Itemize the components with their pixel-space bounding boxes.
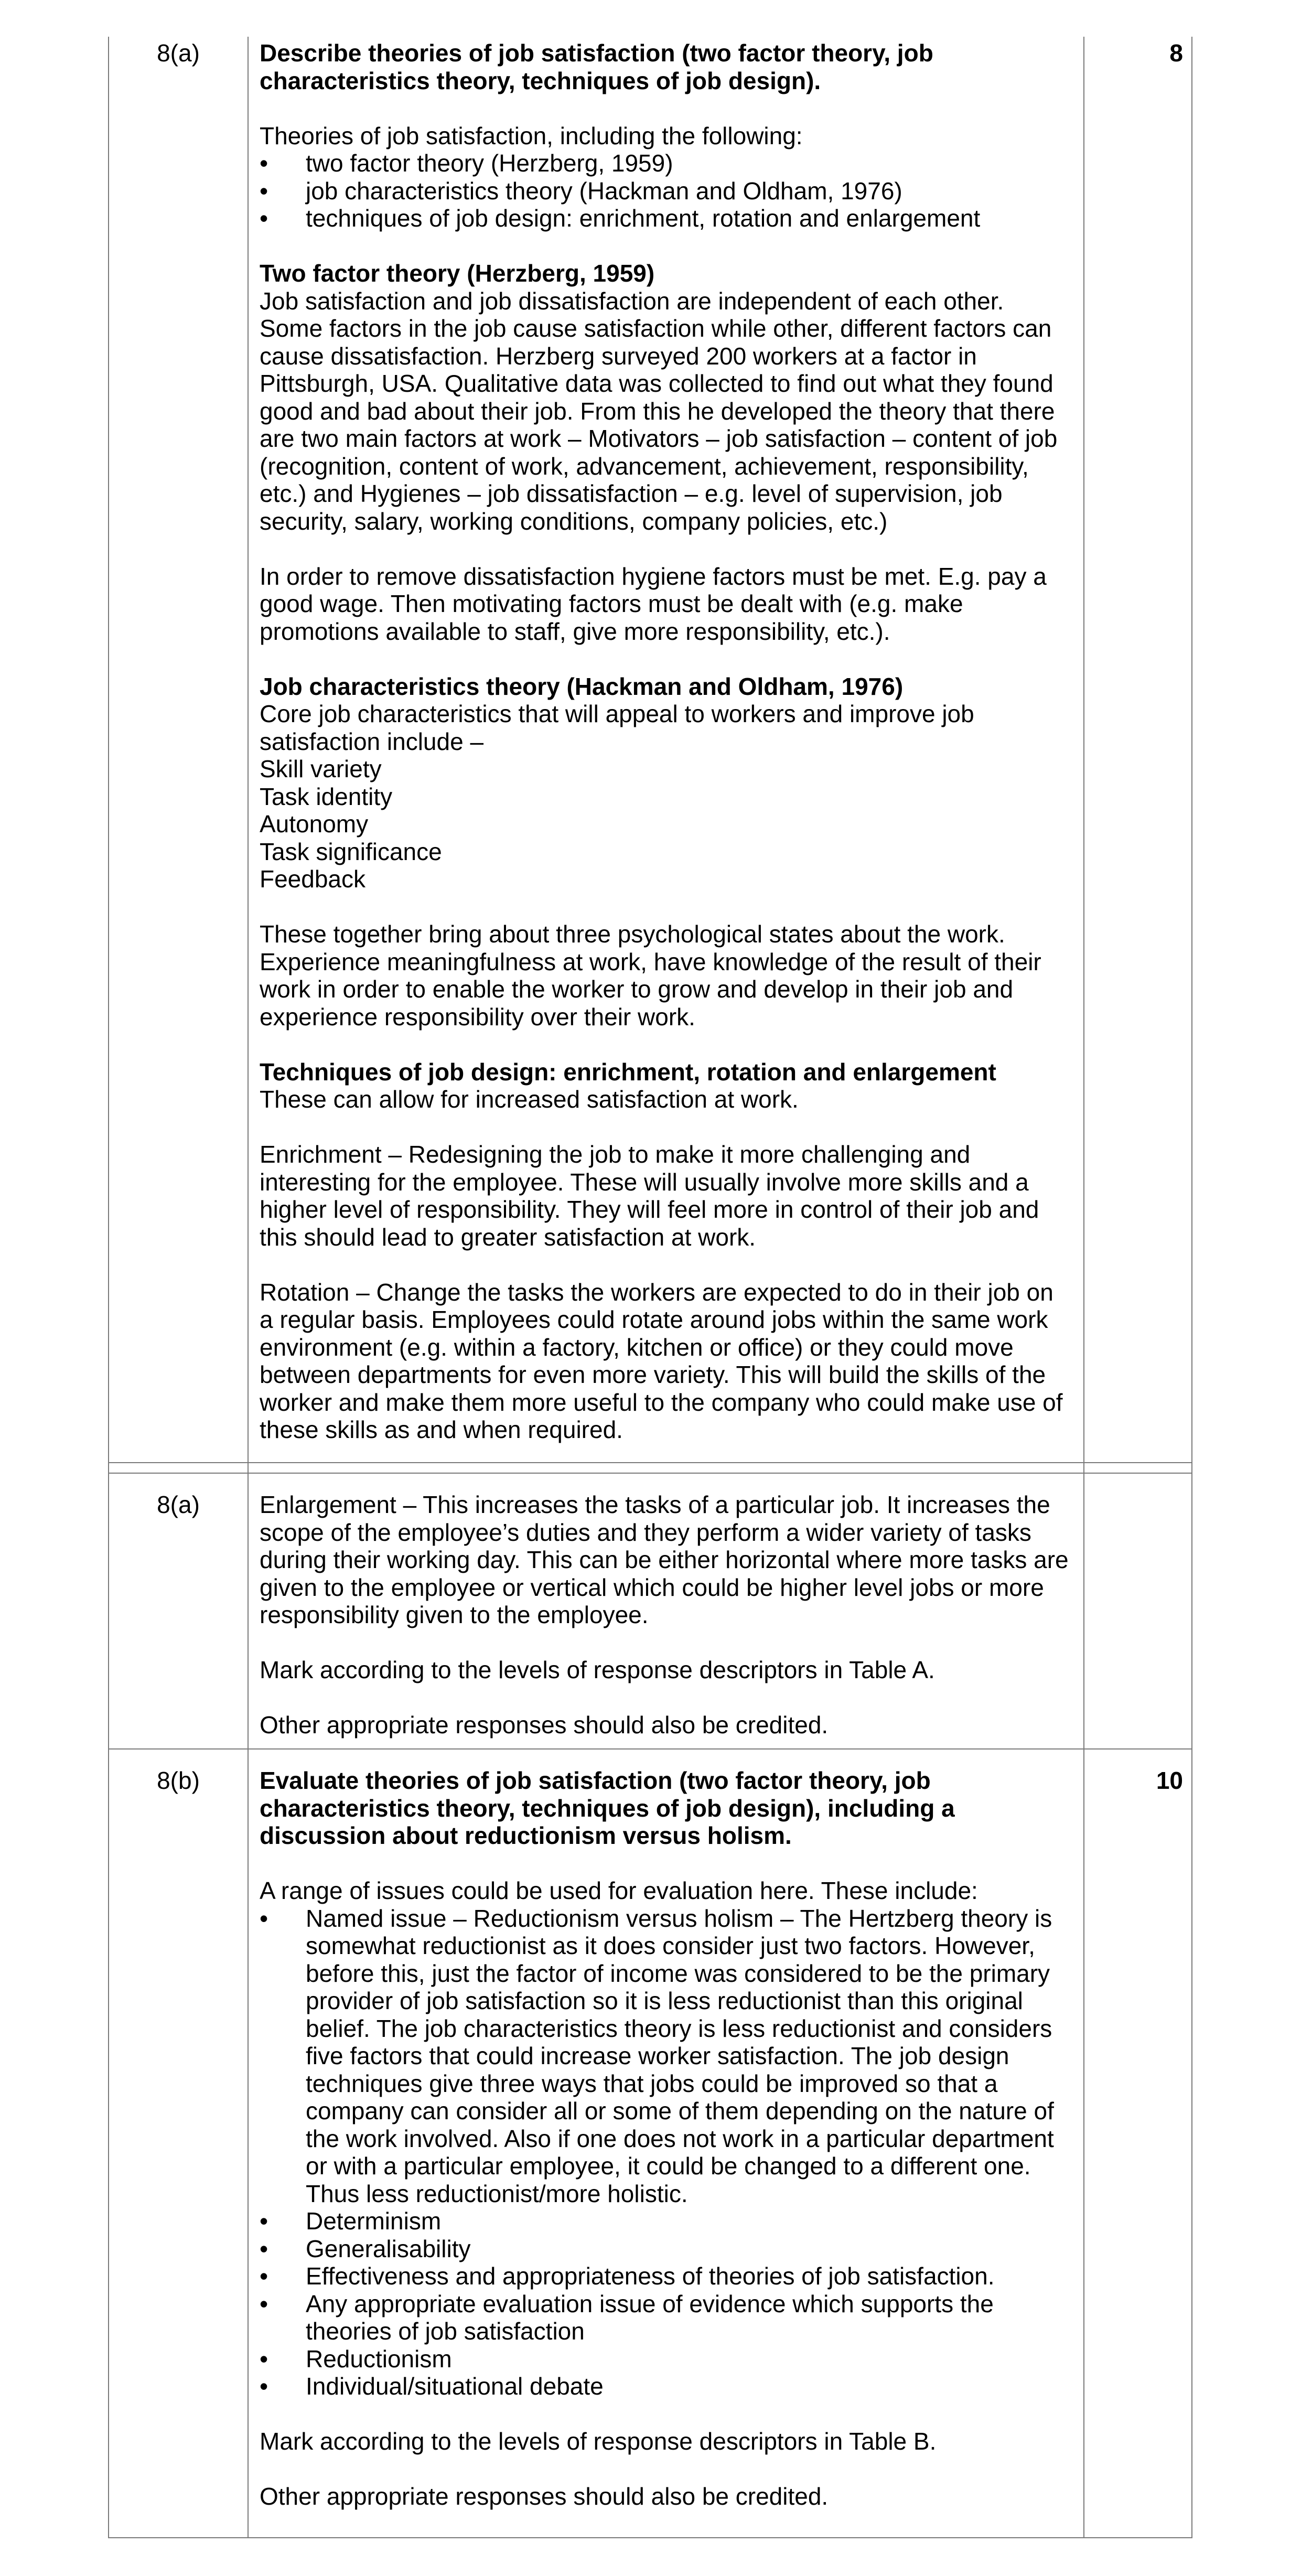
section-heading-two-factor: Two factor theory (Herzberg, 1959) xyxy=(260,260,655,287)
list-item: • Named issue – Reductionism versus holism – The Hertzberg theory is somewhat reductionist as it does consider just two factors. However, before this, just the factor of income was considered to be the primary provider of job satisfaction so it is less reductionist than this original belief. The job characteristics theory is less reductionist and considers five factors that could increase worker satisfaction. The job design techniques give three ways that jobs could be improved so that a company can consider all or some of them depending on the nature of the work involved. Also if one does not work in a particular department or with a particular employee, it could be changed to a different one. Thus less reductionist/more holistic. xyxy=(260,1905,1072,2208)
answer-content-8a-continued xyxy=(260,1491,1072,1739)
characteristic-item: Feedback xyxy=(260,865,366,893)
marks-value: 10 xyxy=(1156,1767,1183,1794)
table-border-left xyxy=(108,37,109,2538)
list-item: • Any appropriate evaluation issue of evidence which supports the theories of job satisfaction xyxy=(260,2290,1072,2345)
paragraph: In order to remove dissatisfaction hygiene factors must be met. E.g. pay a good wage. Then motivating factors must be dealt with (e.g. make promotions available to staff, give more responsibility, etc.). xyxy=(260,562,1047,645)
list-item: • Individual/situational debate xyxy=(260,2373,1072,2400)
question-heading: Describe theories of job satisfaction (two factor theory, job characteristics theory, techniques of job design). xyxy=(260,39,933,94)
table-border-right xyxy=(1191,37,1192,2538)
answer-content-8a xyxy=(260,39,1072,1444)
marking-instruction: Mark according to the levels of response descriptors in Table A. xyxy=(260,1656,935,1683)
characteristic-item: Autonomy xyxy=(260,810,369,838)
question-number: 8(a) xyxy=(157,1491,200,1518)
list-item: • Reductionism xyxy=(260,2345,1072,2373)
column-divider-1 xyxy=(248,37,249,2538)
paragraph: Rotation – Change the tasks the workers are expected to do in their job on a regular basis. Employees could rotate around jobs within the same work environment (e.g. within a factory, kitchen or office) or they could move between departments for even more variety. This will build the skills of the worker and make them more useful to the company who could make use of these skills as and when required. xyxy=(260,1278,1063,1443)
table-border-bottom xyxy=(108,2537,1192,2538)
section-heading-job-design: Techniques of job design: enrichment, rotation and enlargement xyxy=(260,1058,996,1086)
paragraph: Job satisfaction and job dissatisfaction are independent of each other. Some factors in the job cause satisfaction while other, different factors can cause dissatisfaction. Herzberg surveyed 200 workers at a factor in Pittsburgh, USA. Qualitative data was collected to find out what they found good and bad about their job. From this he developed the theory that there are two main factors at work – Motivators – job satisfaction – content of job (recognition, content of work, advancement, achievement, responsibility, etc.) and Hygienes – job dissatisfaction – e.g. level of supervision, job security, salary, working conditions, company policies, etc.) xyxy=(260,287,1058,535)
characteristic-item: Task significance xyxy=(260,838,442,865)
marking-instruction: Other appropriate responses should also be credited. xyxy=(260,1711,829,1738)
paragraph: Enrichment – Redesigning the job to make it more challenging and interesting for the employee. These will usually involve more skills and a higher level of responsibility. They will feel more in control of their job and this should lead to greater satisfaction at work. xyxy=(260,1141,1039,1251)
marking-instruction: Other appropriate responses should also be credited. xyxy=(260,2483,829,2510)
question-number: 8(b) xyxy=(157,1767,200,1794)
list-item: • Generalisability xyxy=(260,2235,1072,2263)
marking-instruction: Mark according to the levels of response descriptors in Table B. xyxy=(260,2428,937,2455)
answer-content-8b xyxy=(260,1767,1072,2510)
paragraph: Core job characteristics that will appeal to workers and improve job satisfaction include – xyxy=(260,700,974,755)
paragraph: These can allow for increased satisfaction at work. xyxy=(260,1086,799,1113)
row-divider xyxy=(108,1748,1192,1749)
paragraph: These together bring about three psychological states about the work. Experience meaningfulness at work, have knowledge of the result of their work in order to enable the worker to grow and develop in their job and experience responsibility over their work. xyxy=(260,920,1041,1031)
section-heading-job-characteristics: Job characteristics theory (Hackman and Oldham, 1976) xyxy=(260,672,904,700)
list-item: • job characteristics theory (Hackman and Oldham, 1976) xyxy=(260,177,1072,205)
question-heading: Evaluate theories of job satisfaction (two factor theory, job characteristics theory, techniques of job design), including a discussion about reductionism versus holism. xyxy=(260,1767,955,1849)
question-number: 8(a) xyxy=(157,39,200,67)
page-break-divider-top xyxy=(108,1462,1192,1463)
page-break-divider-bottom xyxy=(108,1473,1192,1474)
characteristic-item: Task identity xyxy=(260,782,393,810)
column-divider-2 xyxy=(1083,37,1084,2538)
intro-text: Theories of job satisfaction, including the following: xyxy=(260,122,803,149)
list-item: • techniques of job design: enrichment, rotation and enlargement xyxy=(260,205,1072,232)
evaluation-issues-list xyxy=(260,1905,1072,2400)
marks-value: 8 xyxy=(1169,39,1183,67)
list-item: • two factor theory (Herzberg, 1959) xyxy=(260,149,1072,177)
list-item: • Effectiveness and appropriateness of theories of job satisfaction. xyxy=(260,2262,1072,2290)
theories-list xyxy=(260,149,1072,232)
list-item: • Determinism xyxy=(260,2207,1072,2235)
paragraph: Enlargement – This increases the tasks of a particular job. It increases the scope of the employee’s duties and they perform a wider variety of tasks during their working day. This can be either horizontal where more tasks are given to the employee or vertical which could be higher level jobs or more responsibility given to the employee. xyxy=(260,1491,1069,1628)
characteristic-item: Skill variety xyxy=(260,755,382,782)
intro-text: A range of issues could be used for evaluation here. These include: xyxy=(260,1877,978,1904)
